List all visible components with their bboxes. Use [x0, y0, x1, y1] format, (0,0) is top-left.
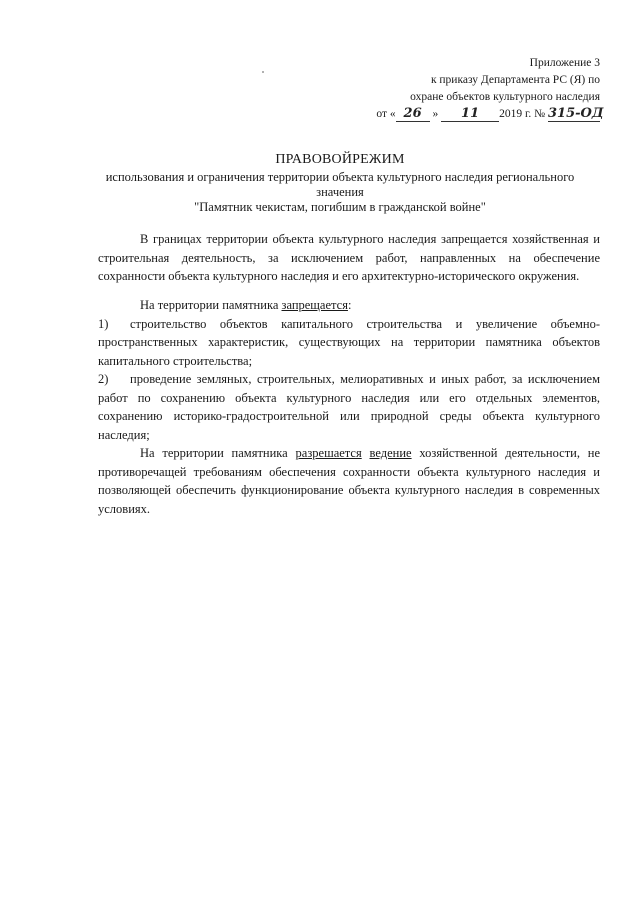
prohibited-colon: : — [347, 298, 352, 312]
permitted-space — [362, 446, 370, 460]
appendix-department: охране объектов культурного наследия — [410, 91, 600, 103]
subtitle-line-1: использования и ограничения территории объекта культурного наследия регионального — [105, 170, 575, 184]
prohibited-lead-text: На территории памятника — [140, 298, 282, 312]
date-prefix: от « — [376, 108, 396, 120]
permitted-keyword-2: ведение — [369, 446, 412, 460]
subtitle-line-2: значения — [316, 185, 364, 199]
list-item-number: 1) — [98, 316, 109, 331]
document-title: ПРАВОВОЙРЕЖИМ — [275, 152, 405, 167]
paragraph-prohibition-general: В границах территории объекта культурного наследия запрещается хозяйственная и строительная деятельность, за исключением работ, направленных на обеспечение сохранности объекта культурного наследия и его архитектурно-исторического окружения. — [98, 232, 600, 283]
date-day-field — [396, 107, 430, 122]
date-month-handwritten: 11 — [461, 106, 480, 121]
list-item-text: проведение земляных, строительных, мелиоративных и иных работ, за исключением работ по сохранению объекта культурного наследия или его отдельных элементов, сохранению историко-градостроительной или природной среды объекта культурного наследия; — [98, 372, 600, 442]
date-month-field — [441, 107, 499, 122]
paragraph-permitted — [98, 444, 600, 518]
list-item — [98, 315, 600, 371]
document-subtitle — [85, 170, 595, 215]
permitted-lead: На территории памятника — [140, 446, 296, 460]
prohibited-keyword: запрещается — [281, 298, 348, 312]
date-mid: » — [432, 108, 439, 120]
list-item-number: 2) — [98, 372, 109, 386]
list-item — [98, 370, 600, 444]
date-year: 2019 г. № — [499, 108, 546, 120]
paragraph-prohibited-list — [98, 296, 600, 444]
appendix-order-ref: к приказу Департамента РС (Я) по — [430, 74, 600, 86]
appendix-number: Приложение 3 — [529, 57, 600, 69]
prohibited-lead — [98, 296, 600, 315]
appendix-date-line — [340, 106, 604, 123]
order-number-field — [548, 106, 604, 122]
scan-speck — [262, 71, 264, 73]
date-day-handwritten: 26 — [403, 106, 422, 121]
list-item-text: строительство объектов капитального строительства и увеличение объемно-пространственных характеристик, существующих на территории памятника объектов капитального строительства; — [98, 316, 600, 368]
permitted-keyword: разрешается — [295, 446, 362, 460]
appendix-header — [340, 55, 604, 123]
permitted-rest: хозяйственной деятельности, не противоречащей требованиям обеспечения сохранности объекта культурного наследия и позволяющей обеспечить функционирование объекта культурного наследия в современных условиях. — [98, 446, 601, 516]
order-number-handwritten: 315-ОД — [548, 106, 604, 121]
subtitle-line-3: "Памятник чекистам, погибшим в гражданской войне" — [194, 200, 486, 214]
